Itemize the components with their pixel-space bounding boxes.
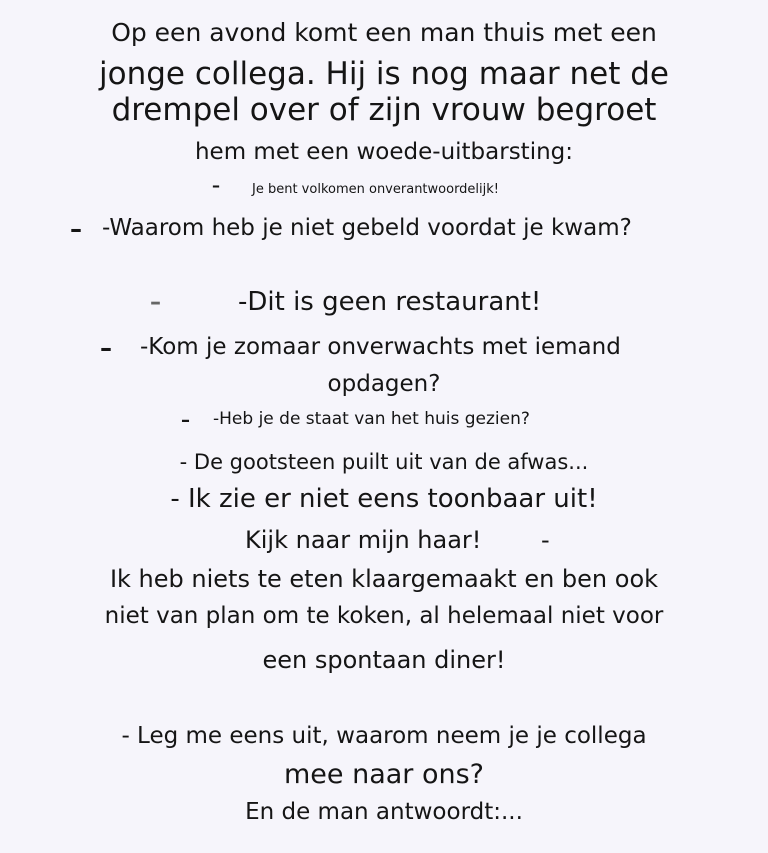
quote-3: -Dit is geen restaurant! [238,287,542,317]
quote-9-line-2: niet van plan om te koken, al helemaal niet voor [104,603,664,629]
quote-7: - Ik zie er niet eens toonbaar uit! [170,484,598,514]
quote-8-dash: - [541,526,550,554]
quote-5-dash: – [181,410,190,431]
quote-6: - De gootsteen puilt uit van de afwas... [179,450,589,474]
quote-3-dash: – [150,290,161,315]
quote-2-dash: – [70,215,82,243]
quote-4-dash: – [100,334,112,362]
quote-8: Kijk naar mijn haar! [245,526,482,554]
story-line-1: Op een avond komt een man thuis met een [111,18,657,47]
quote-9-line-1: Ik heb niets te eten klaargemaakt en ben ook [109,565,659,593]
quote-1-dash: – [212,176,220,195]
quote-9-line-3: een spontaan diner! [262,646,506,674]
quote-1: Je bent volkomen onverantwoordelijk! [252,182,500,197]
quote-10-line-1: - Leg me eens uit, waarom neem je je collega [121,723,647,749]
quote-10-line-2: mee naar ons? [283,759,485,790]
quote-2: -Waarom heb je niet gebeld voordat je kwam? [102,215,632,241]
story-line-2: jonge collega. Hij is nog maar net de [99,56,669,92]
story-line-3: drempel over of zijn vrouw begroet [111,92,657,128]
quote-4-line-2: opdagen? [327,371,441,397]
quote-4-line-1: -Kom je zomaar onverwachts met iemand [140,334,621,360]
story-line-4: hem met een woede-uitbarsting: [194,139,574,165]
closing-line: En de man antwoordt:... [245,799,523,825]
quote-5: -Heb je de staat van het huis gezien? [213,409,530,429]
